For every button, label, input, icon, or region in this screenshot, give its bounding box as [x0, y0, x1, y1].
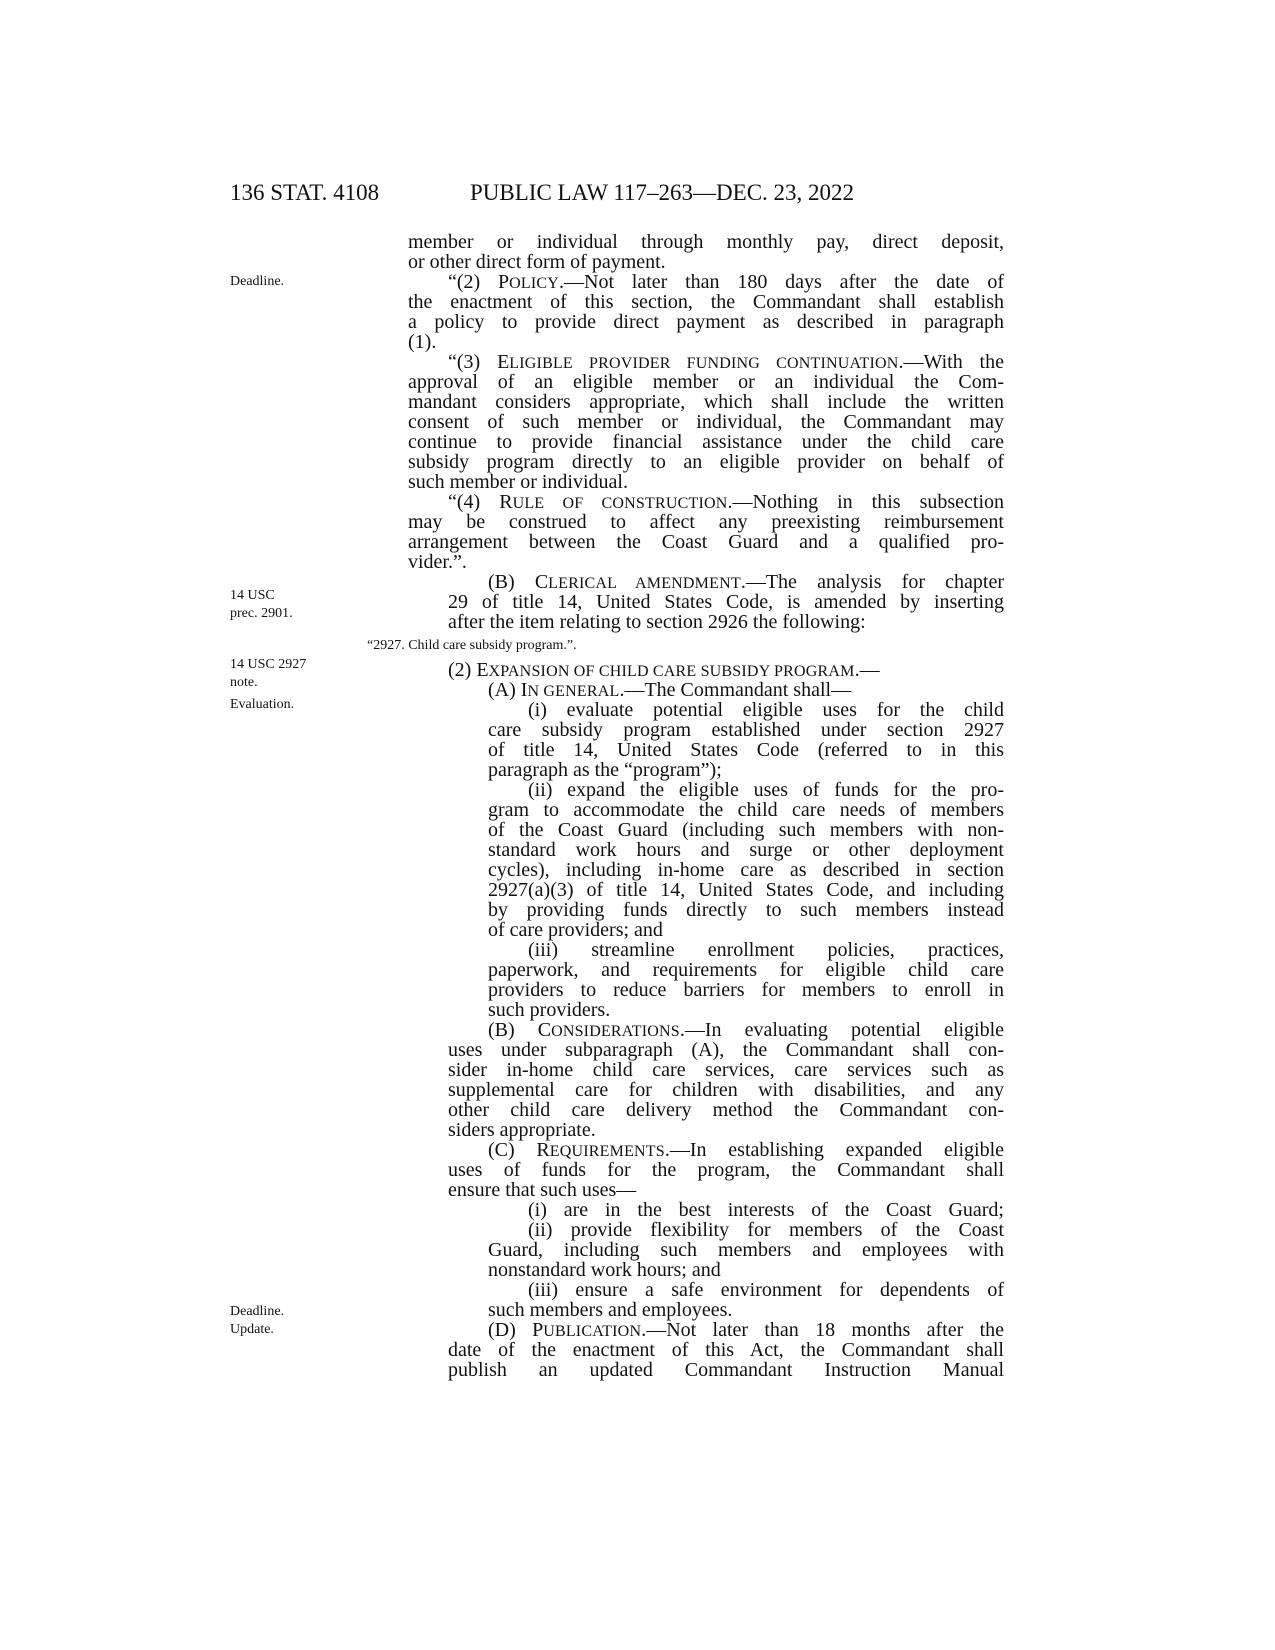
margin-note-usc-citation: 14 USC: [230, 588, 275, 603]
margin-note-usc-citation: prec. 2901.: [230, 606, 293, 621]
running-head-title: PUBLIC LAW 117–263—DEC. 23, 2022: [470, 180, 855, 205]
margin-note-evaluation: Evaluation.: [230, 697, 295, 712]
margin-note-usc-citation: note.: [230, 675, 258, 690]
margin-note-deadline: Deadline.: [230, 1304, 285, 1319]
margin-note-update: Update.: [230, 1322, 274, 1337]
margin-note-deadline: Deadline.: [230, 274, 285, 289]
margin-note-usc-citation: 14 USC 2927: [230, 657, 307, 672]
clerical-table-item: “2927. Child care subsidy program.”.: [367, 638, 577, 653]
page-stat-citation: 136 STAT. 4108: [230, 180, 380, 205]
